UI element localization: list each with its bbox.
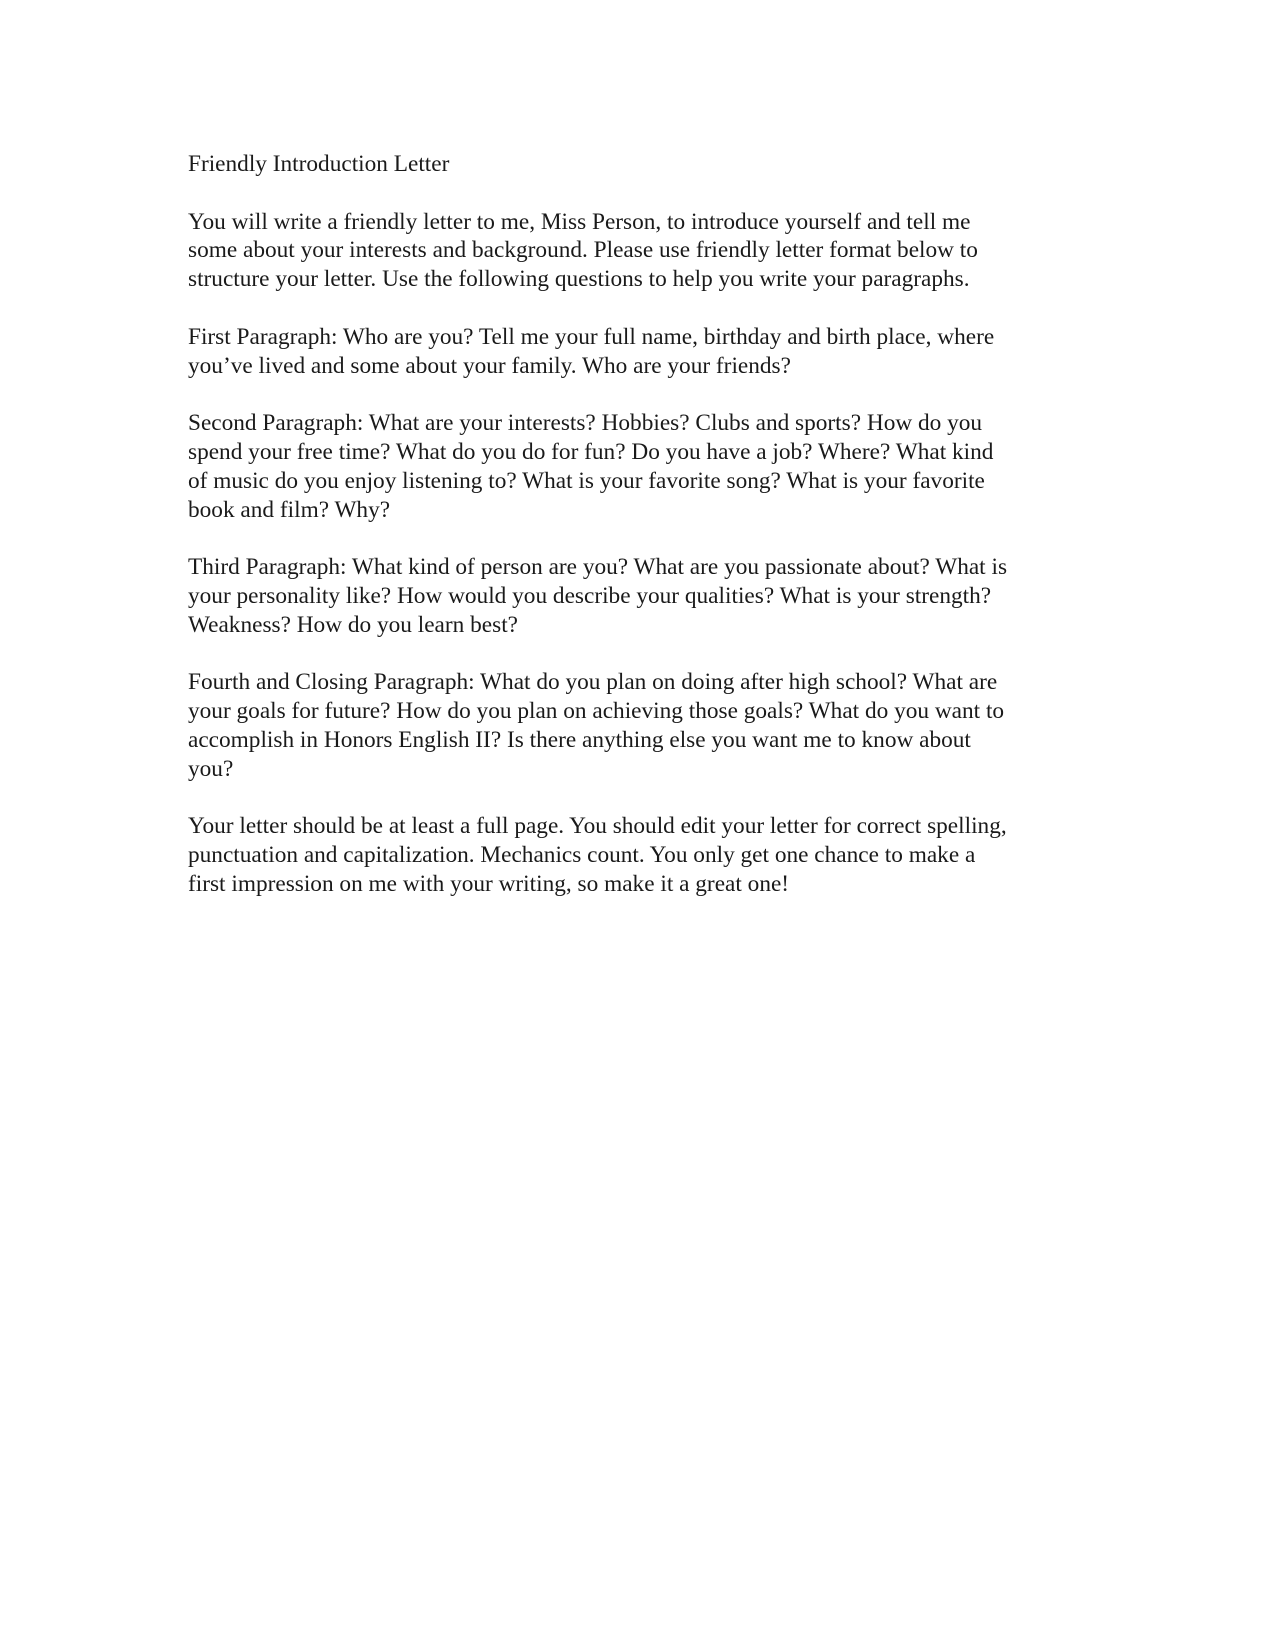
paragraph-line: Third Paragraph: What kind of person are you? What are you passionate about? What is	[188, 554, 1008, 581]
fourth-paragraph-instructions	[188, 668, 1108, 783]
paragraph-line: accomplish in Honors English II? Is there anything else you want me to know about	[188, 726, 971, 753]
document-body	[188, 150, 1108, 928]
document-title: Friendly Introduction Letter	[188, 151, 450, 177]
paragraph-line: you’ve lived and some about your family. Who are your friends?	[188, 352, 791, 379]
paragraph-line: Weakness? How do you learn best?	[188, 611, 519, 638]
paragraph-line: Fourth and Closing Paragraph: What do you plan on doing after high school? What are	[188, 669, 998, 696]
paragraph-line: of music do you enjoy listening to? What is your favorite song? What is your favorite	[188, 467, 985, 494]
paragraph-line: your personality like? How would you describe your qualities? What is your strength?	[188, 582, 992, 609]
first-paragraph-instructions	[188, 323, 1108, 381]
paragraph-line: you?	[188, 755, 234, 782]
paragraph-line: You will write a friendly letter to me, Miss Person, to introduce yourself and tell me	[188, 208, 971, 235]
paragraph-line: Second Paragraph: What are your interests? Hobbies? Clubs and sports? How do you	[188, 410, 983, 437]
paragraph-line: Your letter should be at least a full page. You should edit your letter for correct spelling,	[188, 813, 1007, 840]
third-paragraph-instructions	[188, 553, 1108, 639]
second-paragraph-instructions	[188, 409, 1108, 524]
closing-requirements	[188, 812, 1108, 898]
paragraph-line: structure your letter. Use the following questions to help you write your paragraphs.	[188, 266, 970, 293]
paragraph-line: some about your interests and background. Please use friendly letter format below to	[188, 237, 978, 264]
paragraph-line: spend your free time? What do you do for fun? Do you have a job? Where? What kind	[188, 438, 994, 465]
paragraph-line: First Paragraph: Who are you? Tell me your full name, birthday and birth place, where	[188, 323, 995, 350]
intro-paragraph	[188, 208, 1108, 294]
paragraph-line: punctuation and capitalization. Mechanics count. You only get one chance to make a	[188, 842, 976, 869]
paragraph-line: first impression on me with your writing, so make it a great one!	[188, 870, 790, 897]
paragraph-line: book and film? Why?	[188, 496, 391, 523]
paragraph-line: your goals for future? How do you plan on achieving those goals? What do you want to	[188, 698, 1005, 725]
